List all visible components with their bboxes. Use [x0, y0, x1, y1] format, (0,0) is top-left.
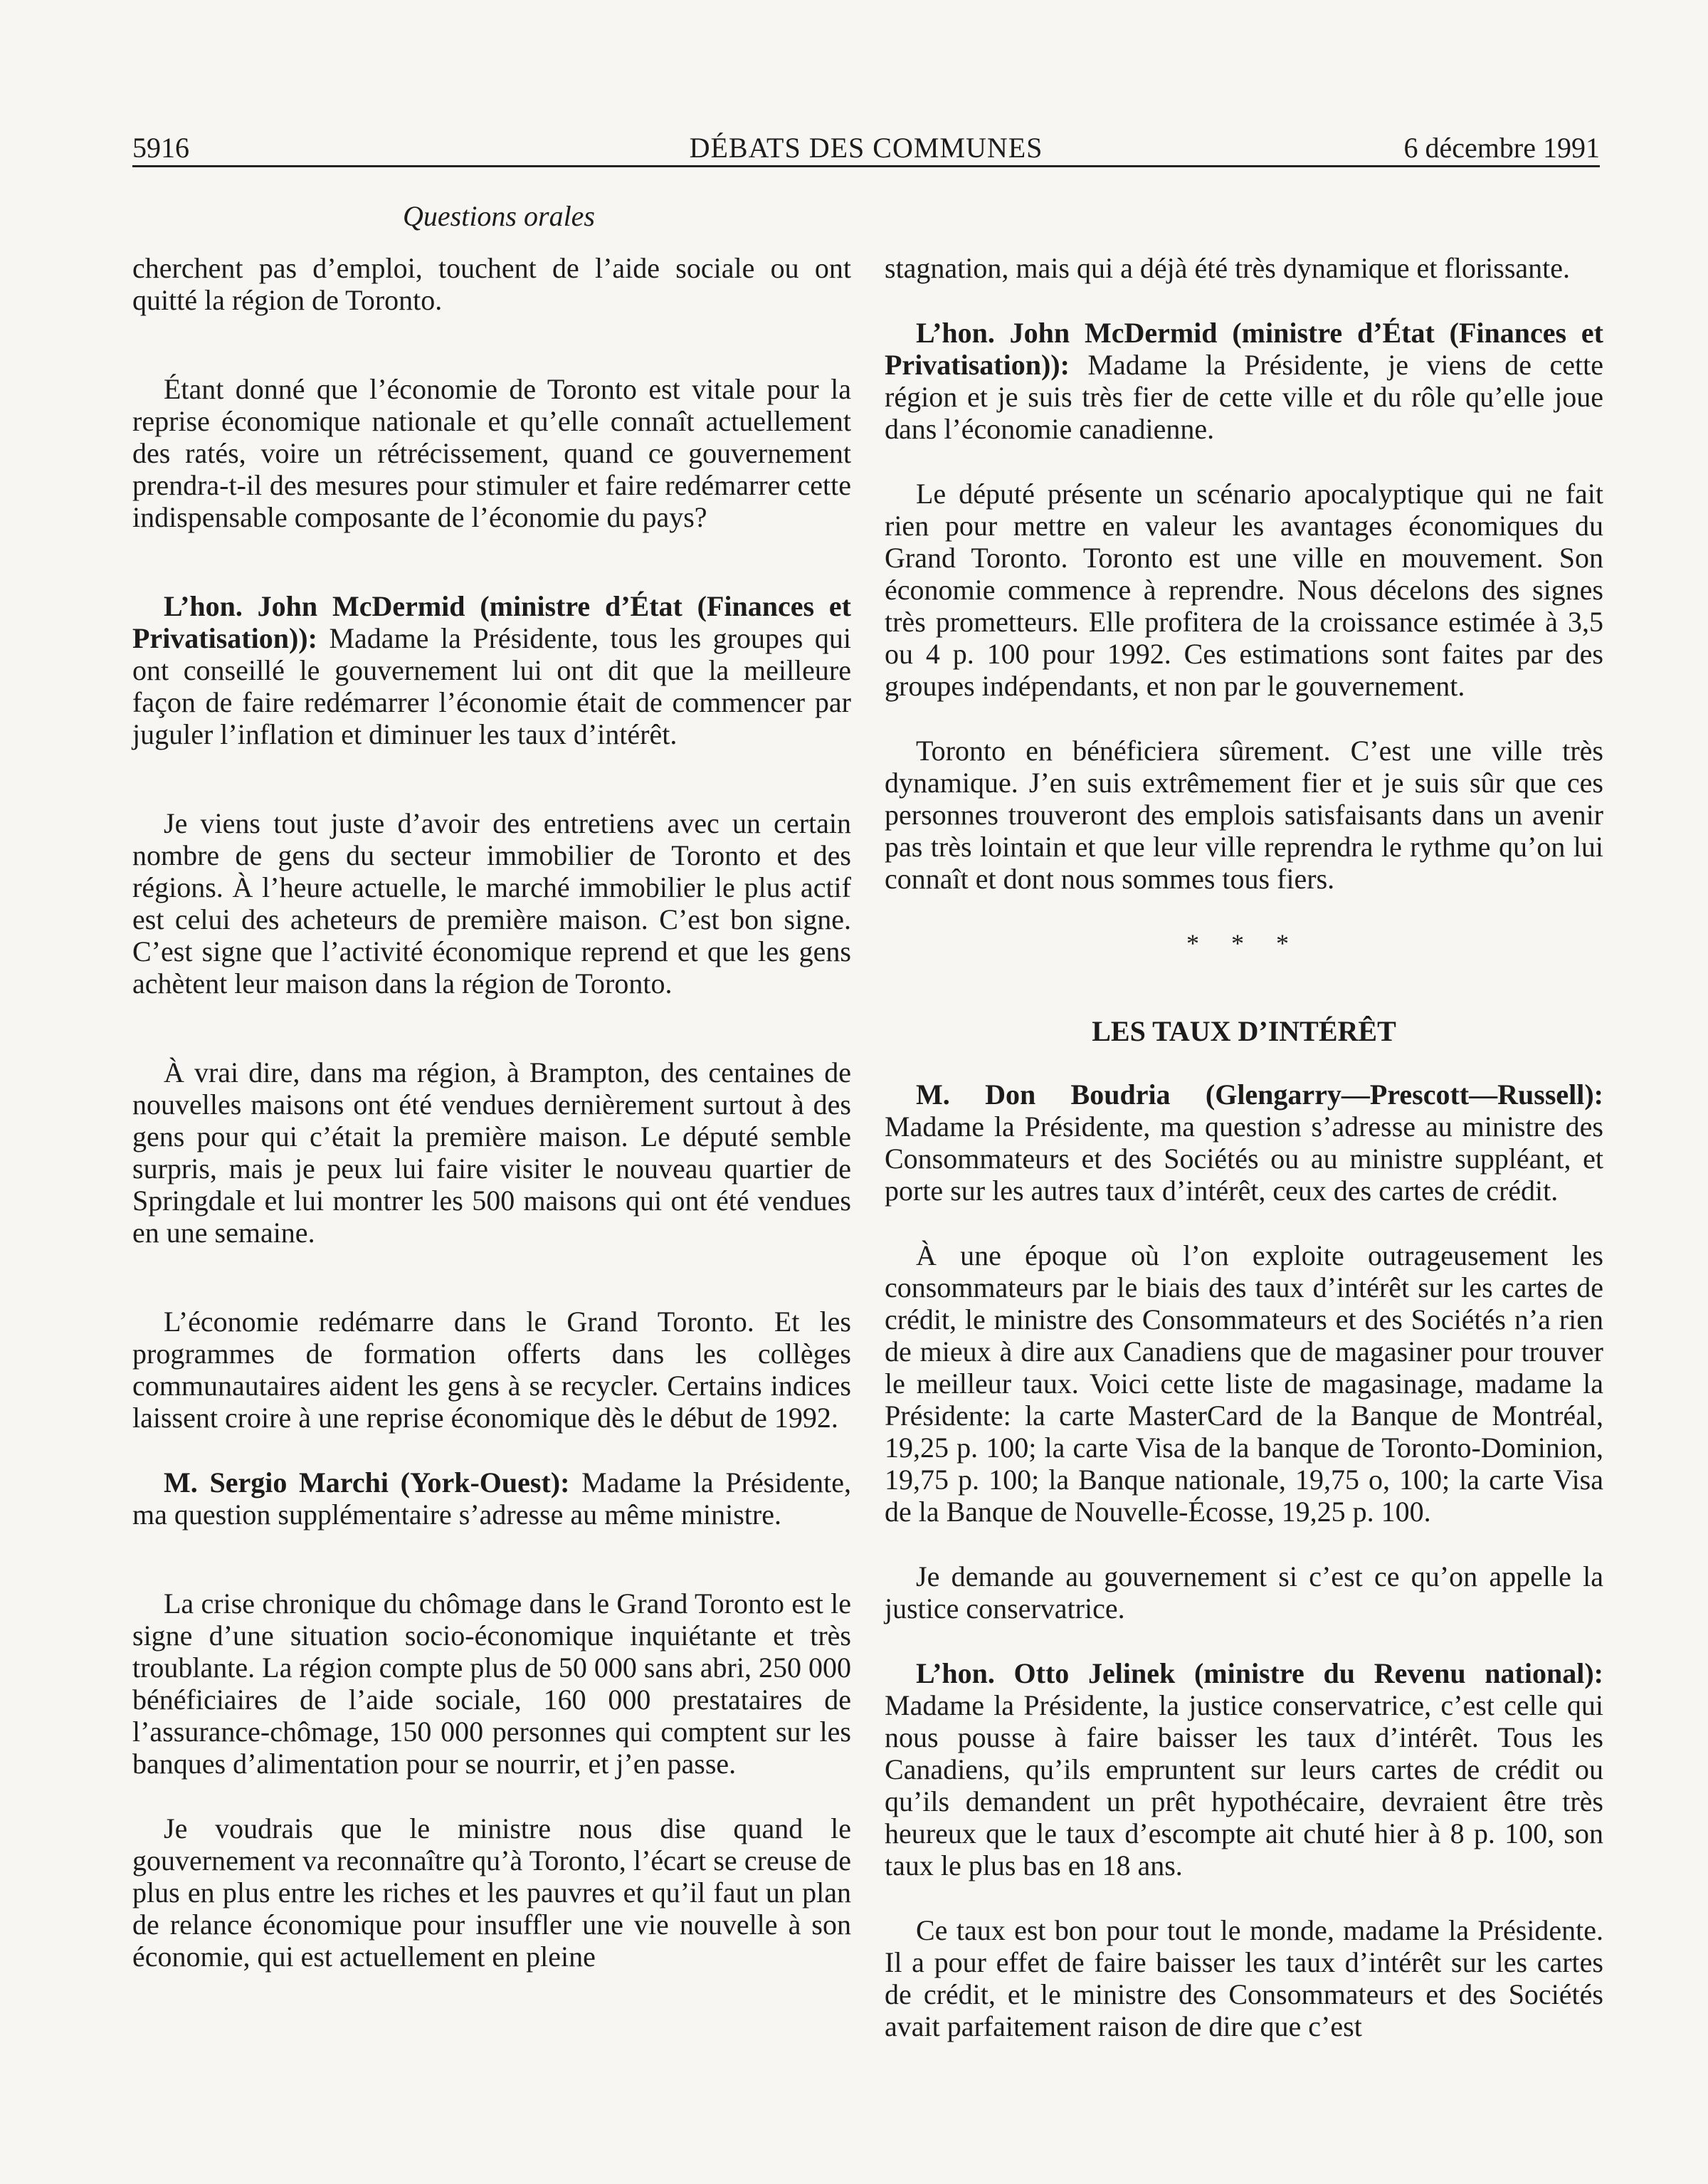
- paragraph: M. Don Boudria (Glengarry—Prescott—Russell): Madame la Présidente, ma question s’adresse au ministre des Consommateurs et des Sociétés ou au ministre suppléant, et porte sur les autres taux d’intérêt, ceux des cartes de crédit.: [885, 1078, 1603, 1207]
- section-label: Questions orales: [403, 200, 595, 232]
- paragraph: Je voudrais que le ministre nous dise quand le gouvernement va reconnaître qu’à Toronto, l’écart se creuse de plus en plus entre les riches et les pauvres et qu’il faut un plan de relance économique pour insuffler une vie nouvelle à son économie, qui est actuellement en pleine: [132, 1812, 851, 1973]
- speaker-name: L’hon. Otto Jelinek (ministre du Revenu national):: [916, 1657, 1603, 1689]
- paragraph: stagnation, mais qui a déjà été très dynamique et florissante.: [885, 252, 1571, 284]
- paragraph: L’hon. John McDermid (ministre d’État (Finances et Privatisation)): Madame la Présidente, tous les groupes qui ont conseillé le gouvernement lui ont dit que la meilleure façon de faire redémarrer l’économie était de commencer par juguler l’inflation et diminuer les taux d’intérêt.: [132, 590, 851, 750]
- paragraph: L’économie redémarre dans le Grand Toronto. Et les programmes de formation offerts dans les collèges communautaires aident les gens à se recycler. Certains indices laissent croire à une reprise économique dès le début de 1992.: [132, 1306, 851, 1434]
- publication-date: 6 décembre 1991: [1403, 132, 1600, 164]
- section-separator: * * *: [1186, 929, 1302, 957]
- publication-title: DÉBATS DES COMMUNES: [689, 132, 1043, 164]
- section-heading: LES TAUX D’INTÉRÊT: [1092, 1015, 1396, 1047]
- right-column: [885, 252, 1603, 2075]
- paragraph: M. Sergio Marchi (York-Ouest): Madame la Présidente, ma question supplémentaire s’adresse au même ministre.: [132, 1466, 851, 1531]
- page-number: 5916: [132, 132, 189, 164]
- paragraph: L’hon. Otto Jelinek (ministre du Revenu national): Madame la Présidente, la justice conservatrice, c’est celle qui nous pousse à faire baisser les taux d’intérêt. Tous les Canadiens, qu’ils empruntent sur leurs cartes de crédit ou qu’ils demandent un prêt hypothécaire, devraient être très heureux que le taux d’escompte ait chuté hier à 8 p. 100, son taux le plus bas en 18 ans.: [885, 1657, 1603, 1881]
- paragraph: Ce taux est bon pour tout le monde, madame la Présidente. Il a pour effet de faire baisser les taux d’intérêt sur les cartes de crédit, et le ministre des Consommateurs et des Sociétés avait parfaitement raison de dire que c’est: [885, 1914, 1603, 2042]
- paragraph: Je demande au gouvernement si c’est ce qu’on appelle la justice conservatrice.: [885, 1560, 1603, 1624]
- speaker-name: L’hon. John McDermid (ministre d’État (Finances et Privatisation)):: [132, 590, 851, 654]
- page-header: [132, 120, 1600, 167]
- speaker-name: M. Sergio Marchi (York-Ouest):: [164, 1466, 570, 1498]
- paragraph: La crise chronique du chômage dans le Grand Toronto est le signe d’une situation socio-économique inquiétante et très troublante. La région compte plus de 50 000 sans abri, 250 000 bénéficiaires de l’aide sociale, 160 000 prestataires de l’assurance-chômage, 150 000 personnes qui comptent sur les banques d’alimentation pour se nourrir, et j’en passe.: [132, 1587, 851, 1780]
- speaker-name: M. Don Boudria (Glengarry—Prescott—Russell):: [916, 1078, 1603, 1111]
- paragraph: L’hon. John McDermid (ministre d’État (Finances et Privatisation)): Madame la Présidente, je viens de cette région et je suis très fier de cette ville et du rôle qu’elle joue dans l’économie canadienne.: [885, 317, 1603, 445]
- speaker-name: L’hon. John McDermid (ministre d’État (Finances et Privatisation)):: [885, 317, 1603, 381]
- paragraph: À vrai dire, dans ma région, à Brampton, des centaines de nouvelles maisons ont été vendues dernièrement surtout à des gens pour qui c’était la première maison. Le député semble surpris, mais je peux lui faire visiter le nouveau quartier de Springdale et lui montrer les 500 maisons qui ont été vendues en une semaine.: [132, 1056, 851, 1249]
- paragraph: Toronto en bénéficiera sûrement. C’est une ville très dynamique. J’en suis extrêmement fier et je suis sûr que ces personnes trouveront des emplois satisfaisants dans un avenir pas très lointain et que leur ville reprendra le rythme qu’on lui connaît et dont nous sommes tous fiers.: [885, 735, 1603, 895]
- paragraph: À une époque où l’on exploite outrageusement les consommateurs par le biais des taux d’intérêt sur les cartes de crédit, le ministre des Consommateurs et des Sociétés n’a rien de mieux à dire aux Canadiens que de magasiner pour trouver le meilleur taux. Voici cette liste de magasinage, madame la Présidente: la carte MasterCard de la Banque de Montréal, 19,25 p. 100; la carte Visa de la banque de Toronto-Dominion, 19,75 p. 100; la Banque nationale, 19,75 o, 100; la carte Visa de la Banque de Nouvelle-Écosse, 19,25 p. 100.: [885, 1239, 1603, 1528]
- paragraph: Je viens tout juste d’avoir des entretiens avec un certain nombre de gens du secteur immobilier de Toronto et des régions. À l’heure actuelle, le marché immobilier le plus actif est celui des acheteurs de première maison. C’est bon signe. C’est signe que l’activité économique reprend et que les gens achètent leur maison dans la région de Toronto.: [132, 807, 851, 999]
- left-column: [132, 252, 851, 2005]
- paragraph: cherchent pas d’emploi, touchent de l’aide sociale ou ont quitté la région de Toronto.: [132, 252, 851, 316]
- paragraph: Étant donné que l’économie de Toronto est vitale pour la reprise économique nationale et qu’elle connaît actuellement des ratés, voire un rétrécissement, quand ce gouvernement prendra-t-il des mesures pour stimuler et faire redémarrer cette indispensable composante de l’économie du pays?: [132, 373, 851, 533]
- paragraph: Le député présente un scénario apocalyptique qui ne fait rien pour mettre en valeur les avantages économiques du Grand Toronto. Toronto est une ville en mouvement. Son économie commence à reprendre. Nous décelons des signes très prometteurs. Elle profitera de la croissance estimée à 3,5 ou 4 p. 100 pour 1992. Ces estimations sont faites par des groupes indépendants, et non par le gouvernement.: [885, 478, 1603, 702]
